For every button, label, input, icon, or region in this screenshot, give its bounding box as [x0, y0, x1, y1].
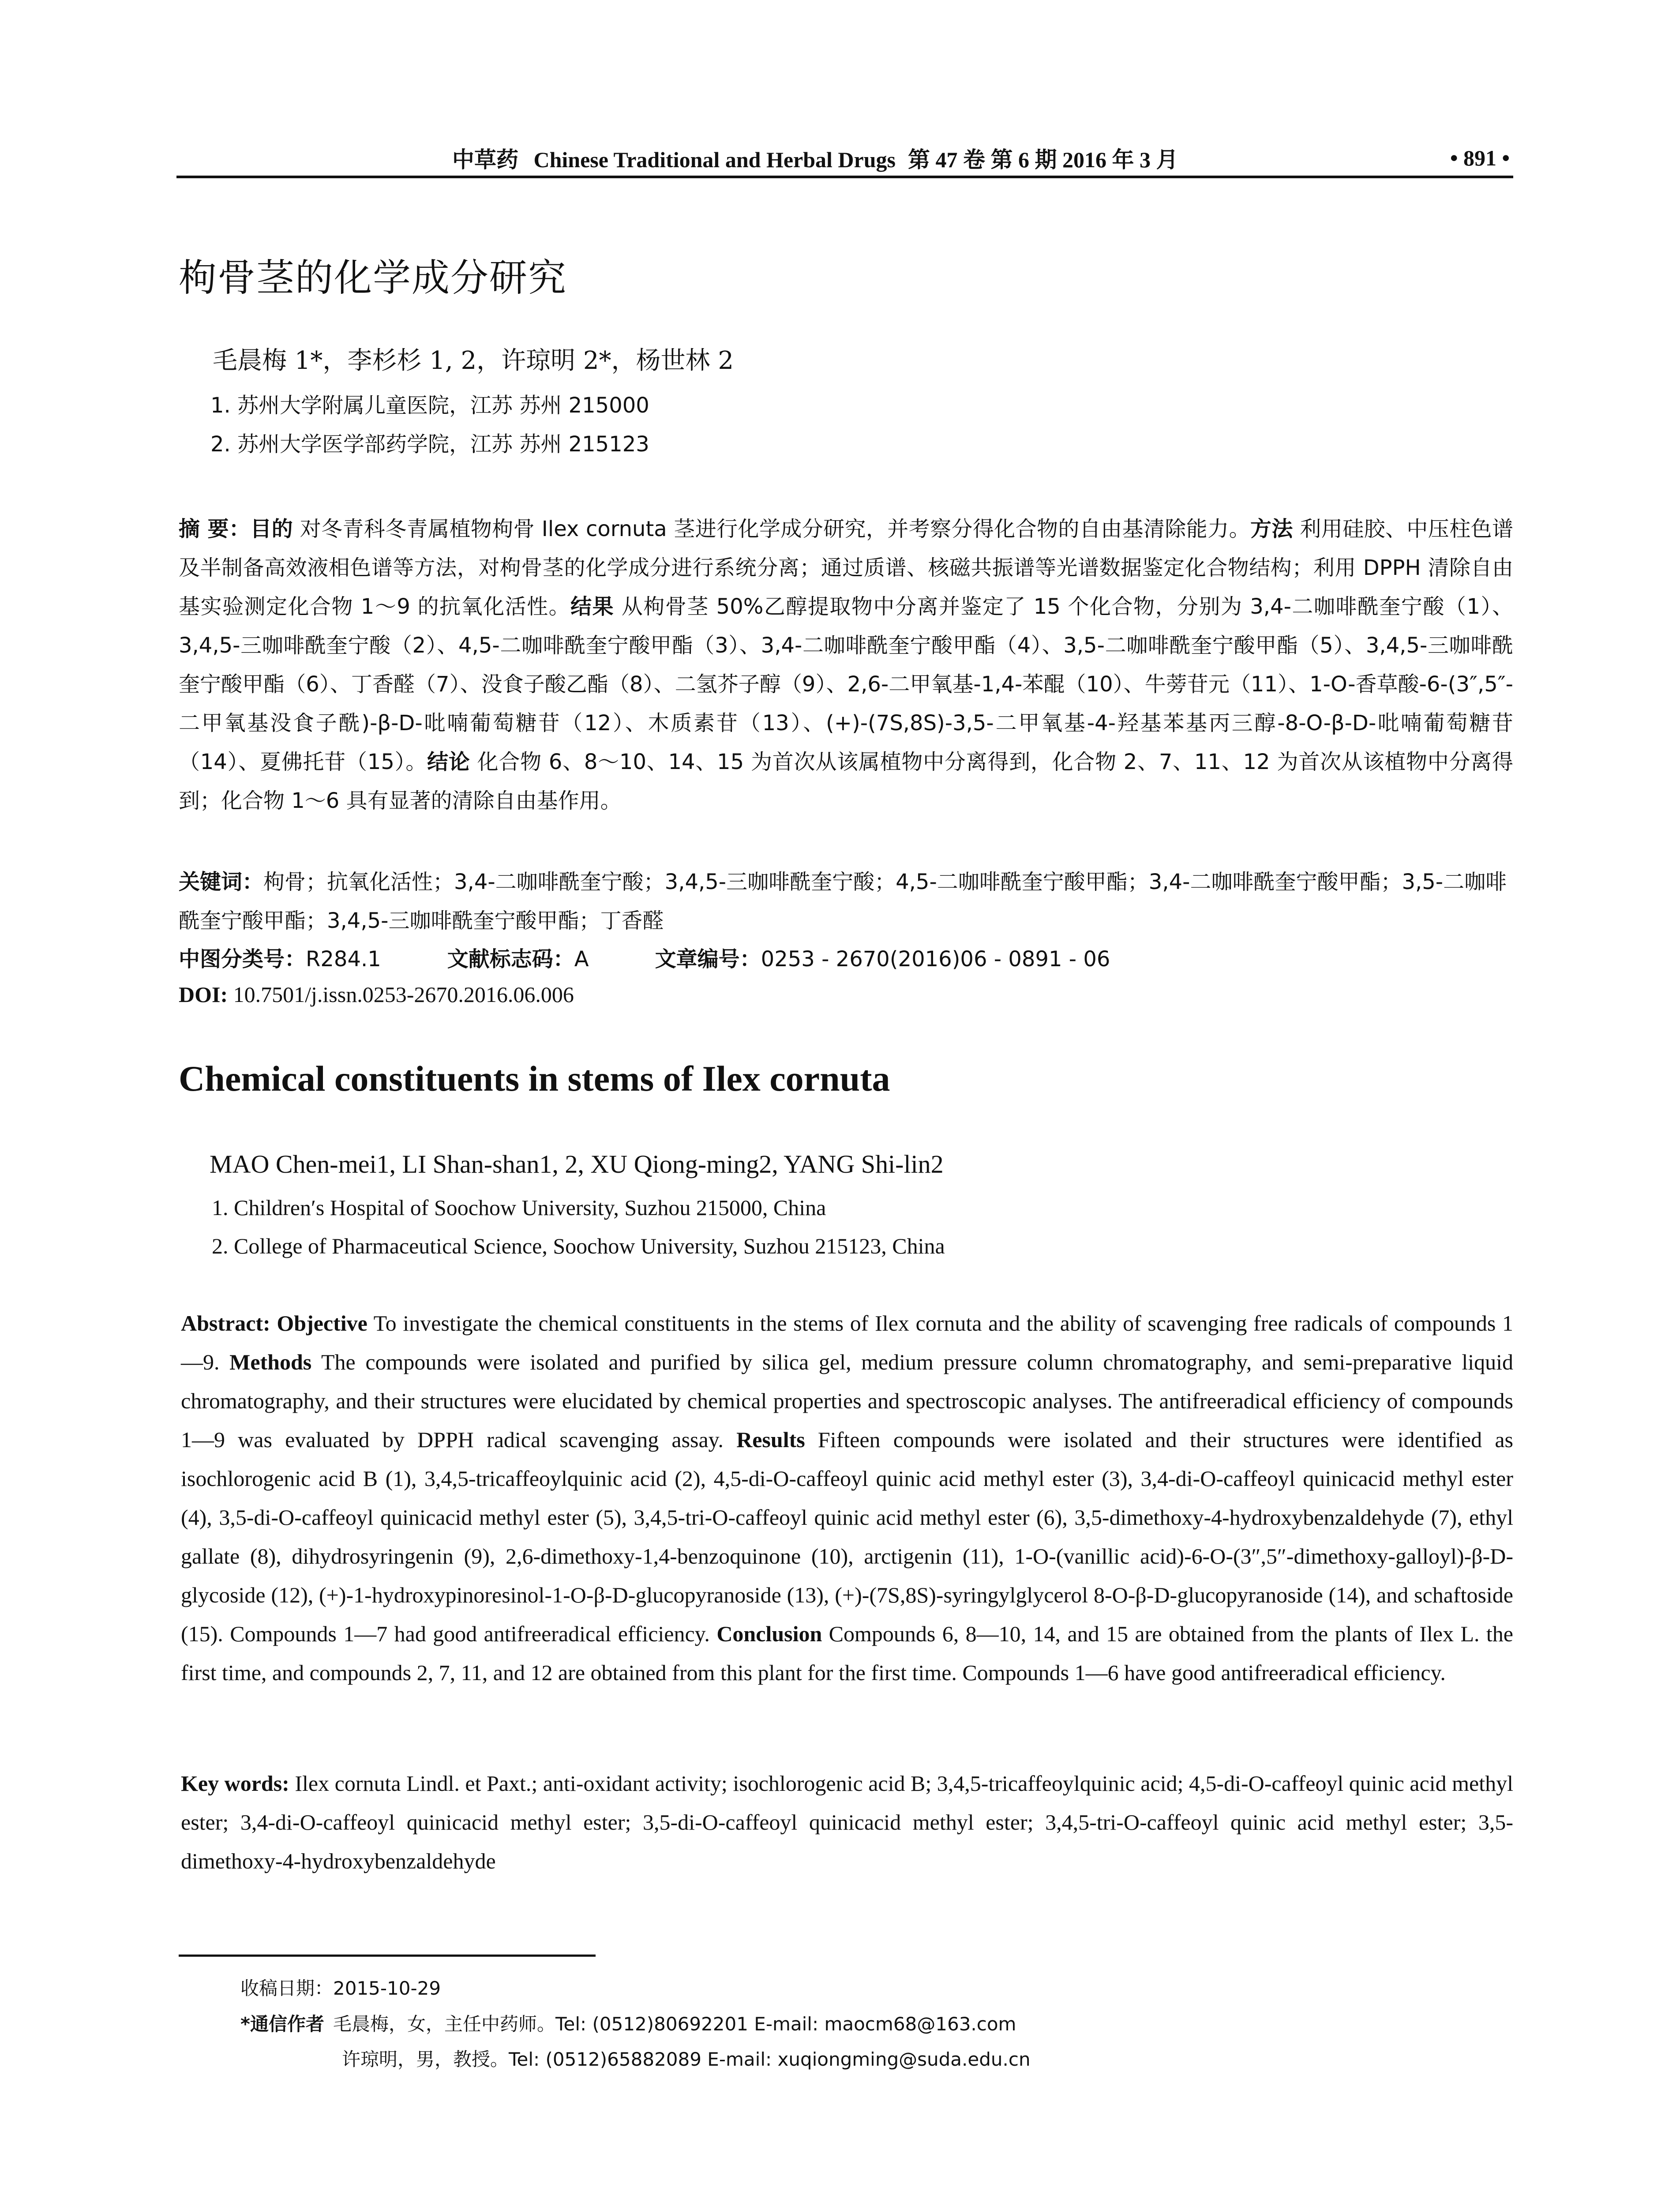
methods-en-label: Methods	[229, 1350, 312, 1374]
affiliation-en-1: 1. Children′s Hospital of Soochow University, Suzhou 215000, China	[212, 1195, 826, 1220]
journal-name	[452, 142, 896, 174]
classification-line	[179, 942, 1176, 972]
objective-zh: 对冬青科冬青属植物枸骨 Ilex cornuta 茎进行化学成分研究，并考察分得化合物的自由基清除能力。	[293, 517, 1250, 541]
conclusion-zh-label: 结论	[427, 750, 470, 774]
objective-zh-label: 目的	[250, 517, 293, 541]
abstract-zh-label: 摘 要：	[179, 517, 251, 541]
received-date: 2015-10-29	[333, 1977, 441, 1999]
title-zh: 枸骨茎的化学成分研究	[179, 256, 567, 300]
keywords-en	[181, 1764, 1513, 1880]
journal-name-zh: 中草药	[452, 147, 518, 172]
results-zh: 从枸骨茎 50%乙醇提取物中分离并鉴定了 15 个化合物，分别为 3,4-二咖啡酰奎宁酸（1）、3,4,5-三咖啡酰奎宁酸（2）、4,5-二咖啡酰奎宁酸甲酯（3）、3,4-二咖啡酰奎宁酸甲酯（4）、3,5-二咖啡酰奎宁酸甲酯（5）、3,4,5-三咖啡酰奎宁酸甲酯（6）、丁香醛（7）、没食子酸乙酯（8）、二氢芥子醇（9）、2,6-二甲氧基-1,4-苯醌（10）、牛蒡苷元（11）、1-O-香草酸-6-(3″,5″-二甲氧基没食子酰)-β-D-吡喃葡萄糖苷（12）、木质素苷（13）、(+)-(7S,8S)-3,5-二甲氧基-4-羟基苯基丙三醇-8-O-β-D-吡喃葡萄糖苷（14）、夏佛托苷（15）。	[179, 594, 1513, 774]
running-header	[176, 140, 1513, 178]
doi-line	[179, 982, 574, 1007]
footnote-corresponding-2: 许琼明，男，教授。Tel: (0512)65882089 E-mail: xuqiongming@suda.edu.cn	[342, 2048, 1031, 2070]
footnote-received	[240, 1974, 441, 2000]
methods-en: The compounds were isolated and purified by silica gel, medium pressure column chromatography, and semi-preparative liquid chromatography, and their structures were elucidated by chemical properties and spectroscopic analyses. The antifreeradical efficiency of compounds 1—9 was evaluated by DPPH radical scavenging assay.	[181, 1350, 1513, 1452]
methods-zh-label: 方法	[1250, 517, 1293, 541]
authors-zh: 毛晨梅 1*，李杉杉 1, 2，许琼明 2*，杨世林 2	[213, 346, 734, 375]
conclusion-en-label: Conclusion	[716, 1621, 822, 1646]
keywords-en-text: Ilex cornuta Lindl. et Paxt.; anti-oxidant activity; isochlorogenic acid B; 3,4,5-tricaffeoylquinic acid; 4,5-di-O-caffeoyl quinic acid methyl ester; 3,4-di-O-caffeoyl quinicacid methyl ester; 3,5-di-O-caffeoyl quinicacid methyl ester; 3,4,5-tri-O-caffeoyl quinic acid methyl ester; 3,5-dimethoxy-4-hydroxybenzaldehyde	[181, 1771, 1513, 1873]
clc-label: 中图分类号：	[179, 947, 306, 972]
abstract-zh	[179, 510, 1513, 820]
abstract-en	[181, 1304, 1513, 1692]
affiliation-zh-2: 2. 苏州大学医学部药学院，江苏 苏州 215123	[210, 432, 649, 457]
clc-value: R284.1	[306, 947, 381, 972]
doc-code-value: A	[574, 947, 589, 972]
article-no-value: 0253 - 2670(2016)06 - 0891 - 06	[761, 947, 1110, 972]
corresponding-label: *通信作者	[240, 2013, 324, 2035]
authors-en: MAO Chen-mei1, LI Shan-shan1, 2, XU Qiong-ming2, YANG Shi-lin2	[210, 1150, 944, 1178]
keywords-en-label: Key words:	[181, 1771, 295, 1796]
methods-zh: 利用硅胶、中压柱色谱及半制备高效液相色谱等方法，对枸骨茎的化学成分进行系统分离；通过质谱、核磁共振谱等光谱数据鉴定化合物结构；利用 DPPH 清除自由基实验测定化合物 1～9 的抗氧化活性。	[179, 517, 1513, 619]
footnote-divider	[179, 1955, 596, 1957]
results-en: Fifteen compounds were isolated and their structures were identified as isochlorogenic acid B (1), 3,4,5-tricaffeoylquinic acid (2), 4,5-di-O-caffeoyl quinic acid methyl ester (3), 3,4-di-O-caffeoyl quinicacid methyl ester (4), 3,5-di-O-caffeoyl quinicacid methyl ester (5), 3,4,5-tri-O-caffeoyl quinic acid methyl ester (6), 3,5-dimethoxy-4-hydroxybenzaldehyde (7), ethyl gallate (8), dihydrosyringenin (9), 2,6-dimethoxy-1,4-benzoquinone (10), arctigenin (11), 1-O-(vanillic acid)-6-O-(3″,5″-dimethoxy-galloyl)-β-D-glycoside (12), (+)-1-hydroxypinoresinol-1-O-β-D-glucopyranoside (13), (+)-(7S,8S)-syringylglycerol 8-O-β-D-glucopyranoside (14), and schaftoside (15). Compounds 1—7 had good antifreeradical efficiency.	[181, 1427, 1513, 1646]
journal-name-en: Chinese Traditional and Herbal Drugs	[533, 147, 896, 172]
doi-label: DOI:	[179, 982, 228, 1007]
abstract-en-label: Abstract:	[181, 1311, 277, 1336]
objective-en: To investigate the chemical constituents in the stems of Ilex cornuta and the ability of scavenging free radicals of compounds 1—9.	[181, 1311, 1513, 1374]
keywords-zh	[179, 863, 1513, 940]
corresponding-author-1: 毛晨梅，女，主任中药师。Tel: (0512)80692201 E-mail: maocm68@163.com	[333, 2013, 1016, 2035]
title-en: Chemical constituents in stems of Ilex cornuta	[179, 1058, 890, 1099]
article-no-label: 文章编号：	[655, 947, 761, 972]
doi-link[interactable]: 10.7501/j.issn.0253-2670.2016.06.006	[233, 982, 574, 1007]
results-zh-label: 结果	[570, 594, 615, 619]
footnote-corresponding	[240, 2010, 1016, 2036]
doc-code-label: 文献标志码：	[447, 947, 574, 972]
objective-en-label: Objective	[277, 1311, 368, 1336]
keywords-zh-label: 关键词：	[179, 870, 264, 894]
received-label: 收稿日期：	[240, 1977, 334, 1999]
affiliation-zh-1: 1. 苏州大学附属儿童医院，江苏 苏州 215000	[210, 393, 649, 418]
conclusion-zh: 化合物 6、8～10、14、15 为首次从该属植物中分离得到，化合物 2、7、11、12 为首次从该植物中分离得到；化合物 1～6 具有显著的清除自由基作用。	[179, 750, 1513, 813]
keywords-zh-text: 枸骨；抗氧化活性；3,4-二咖啡酰奎宁酸；3,4,5-三咖啡酰奎宁酸；4,5-二咖啡酰奎宁酸甲酯；3,4-二咖啡酰奎宁酸甲酯；3,5-二咖啡酰奎宁酸甲酯；3,4,5-三咖啡酰奎宁酸甲酯；丁香醛	[179, 870, 1507, 933]
conclusion-en: Compounds 6, 8—10, 14, and 15 are obtained from the plants of Ilex L. the first time, and compounds 2, 7, 11, and 12 are obtained from this plant for the first time. Compounds 1—6 have good antifreeradical efficiency.	[181, 1621, 1513, 1685]
issue-info: 第 47 卷 第 6 期 2016 年 3 月	[908, 147, 1178, 172]
page-number: • 891 •	[1450, 146, 1510, 170]
affiliation-en-2: 2. College of Pharmaceutical Science, Soochow University, Suzhou 215123, China	[212, 1234, 945, 1258]
results-en-label: Results	[736, 1427, 805, 1452]
